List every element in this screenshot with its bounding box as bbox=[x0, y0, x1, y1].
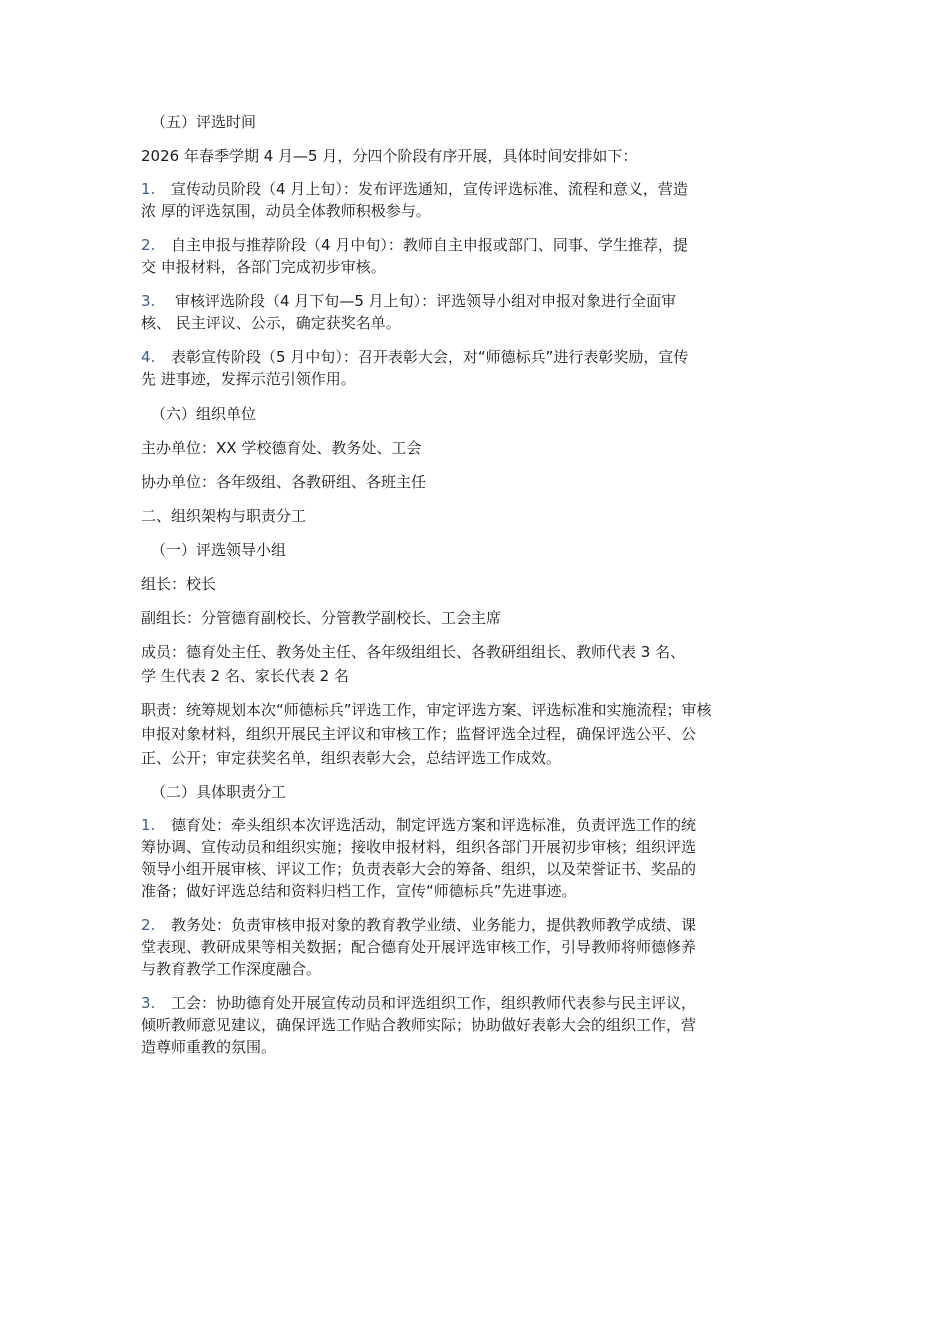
list-text-line: 宣传动员阶段（4 月上旬）：发布评选通知，宣传评选标准、流程和意义，营造 bbox=[171, 180, 688, 198]
host-units: 主办单位：XX 学校德育处、教务处、工会 bbox=[141, 439, 422, 457]
list-number: 2. bbox=[141, 916, 156, 934]
list-item bbox=[141, 290, 806, 334]
members-line: 学 生代表 2 名、家长代表 2 名 bbox=[141, 667, 349, 685]
list-text-line: 堂表现、教研成果等相关数据；配合德育处开展评选审核工作，引导教师将师德修养 bbox=[141, 938, 697, 956]
list-text-line: 筹协调、宣传动员和组织实施；接收申报材料，组织各部门开展初步审核；组织评选 bbox=[141, 838, 697, 856]
list-text-line: 核、 民主评议、公示，确定获奖名单。 bbox=[141, 314, 401, 332]
list-text-line: 教务处：负责审核申报对象的教育教学业绩、业务能力，提供教师教学成绩、课 bbox=[171, 916, 697, 934]
list-number: 1. bbox=[141, 816, 156, 834]
list-number: 2. bbox=[141, 236, 156, 254]
list-number: 1. bbox=[141, 180, 156, 198]
list-text-line: 造尊师重教的氛围。 bbox=[141, 1038, 277, 1056]
part-heading-organization: 二、组织架构与职责分工 bbox=[141, 507, 307, 525]
duty-line: 申报对象材料，组织开展民主评议和审核工作；监督评选全过程，确保评选公平、公 bbox=[141, 725, 697, 743]
list-text-line: 表彰宣传阶段（5 月中旬）：召开表彰大会，对“师德标兵”进行表彰奖励，宣传 bbox=[171, 348, 689, 366]
section-heading-division: （二）具体职责分工 bbox=[151, 783, 287, 801]
list-item bbox=[141, 346, 806, 390]
group-leader: 组长：校长 bbox=[141, 575, 217, 593]
co-host-units: 协办单位：各年级组、各教研组、各班主任 bbox=[141, 473, 427, 491]
selection-time-intro: 2026 年春季学期 4 月—5 月，分四个阶段有序开展，具体时间安排如下： bbox=[141, 147, 638, 165]
list-text-line: 与教育教学工作深度融合。 bbox=[141, 960, 322, 978]
section-heading-organizers: （六）组织单位 bbox=[151, 405, 257, 423]
list-text-line: 交 申报材料，各部门完成初步审核。 bbox=[141, 258, 386, 276]
list-text-line: 准备；做好评选总结和资料归档工作，宣传“师德标兵”先进事迹。 bbox=[141, 882, 577, 900]
list-text-line: 领导小组开展审核、评议工作；负责表彰大会的筹备、组织，以及荣誉证书、奖品的 bbox=[141, 860, 697, 878]
list-text-line: 先 进事迹，发挥示范引领作用。 bbox=[141, 370, 356, 388]
list-item bbox=[141, 914, 806, 980]
division-list bbox=[141, 814, 806, 1058]
list-text-line: 德育处：牵头组织本次评选活动，制定评选方案和评选标准，负责评选工作的统 bbox=[171, 816, 697, 834]
list-number: 4. bbox=[141, 348, 156, 366]
duty-line: 正、公开；审定获奖名单，组织表彰大会，总结评选工作成效。 bbox=[141, 749, 562, 767]
list-number: 3. bbox=[141, 292, 156, 310]
section-heading-leading-group: （一）评选领导小组 bbox=[151, 541, 287, 559]
group-duties bbox=[141, 698, 806, 770]
list-number: 3. bbox=[141, 994, 156, 1012]
list-text-line: 浓 厚的评选氛围，动员全体教师积极参与。 bbox=[141, 202, 431, 220]
list-item bbox=[141, 234, 806, 278]
list-text-line: 自主申报与推荐阶段（4 月中旬）：教师自主申报或部门、同事、学生推荐，提 bbox=[171, 236, 688, 254]
group-members bbox=[141, 640, 806, 688]
list-item bbox=[141, 178, 806, 222]
list-item bbox=[141, 992, 806, 1058]
section-heading-selection-time: （五）评选时间 bbox=[151, 113, 257, 131]
list-text-line: 倾听教师意见建议，确保评选工作贴合教师实际；协助做好表彰大会的组织工作，营 bbox=[141, 1016, 697, 1034]
stage-list bbox=[141, 178, 806, 390]
group-deputy: 副组长：分管德育副校长、分管教学副校长、工会主席 bbox=[141, 609, 502, 627]
duty-line: 职责：统筹规划本次“师德标兵”评选工作，审定评选方案、评选标准和实施流程；审核 bbox=[141, 701, 712, 719]
list-text-line: 工会：协助德育处开展宣传动员和评选组织工作，组织教师代表参与民主评议， bbox=[171, 994, 697, 1012]
document-page bbox=[141, 110, 806, 1070]
list-item bbox=[141, 814, 806, 902]
members-line: 成员：德育处主任、教务处主任、各年级组组长、各教研组组长、教师代表 3 名、 bbox=[141, 643, 686, 661]
list-text-line: 审核评选阶段（4 月下旬—5 月上旬）：评选领导小组对申报对象进行全面审 bbox=[175, 292, 677, 310]
